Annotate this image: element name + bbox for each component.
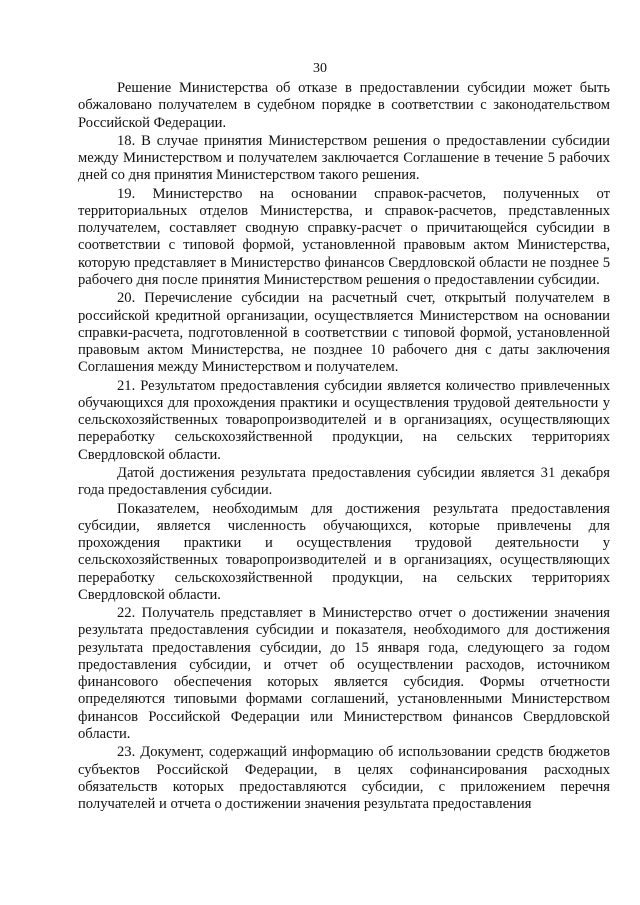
paragraph-21: 21. Результатом предоставления субсидии является количество привлеченных обучающихся для прохождения практики и осуществления трудовой деятельности у сельскохозяйственных товаропроизводителей и в организациях, осуществляющих переработку сельскохозяйственной продукции, на сельских территориях Свердловской области. bbox=[78, 377, 610, 463]
paragraph-19: 19. Министерство на основании справок-расчетов, полученных от территориальных отделов Министерства, и справок-расчетов, представленных получателем, составляет сводную справку-расчет о причитающейся субсидии в соответствии с типовой формой, установленной правовым актом Министерства, которую представляет в Министерство финансов Свердловской области не позднее 5 рабочего дня после принятия Министерством решения о предоставлении субсидии. bbox=[78, 185, 610, 288]
paragraph-indicator: Показателем, необходимым для достижения результата предоставления субсидии, является численность обучающихся, которые привлечены для прохождения практики и осуществления трудовой деятельности у сельскохозяйственных товаропроизводителей и в организациях, осуществляющих переработку сельскохозяйственной продукции, на сельских территориях Свердловской области. bbox=[78, 500, 610, 603]
paragraph-appeal: Решение Министерства об отказе в предоставлении субсидии может быть обжаловано получателем в судебном порядке в соответствии с законодательством Российской Федерации. bbox=[78, 80, 610, 131]
paragraph-20: 20. Перечисление субсидии на расчетный счет, открытый получателем в российской кредитной организации, осуществляется Министерством на основании справки-расчета, подготовленной в соответствии с типовой формой, установленной правовым актом Министерства, не позднее 10 рабочего дня с даты заключения Соглашения между Министерством и получателем. bbox=[78, 290, 610, 376]
paragraph-18: 18. В случае принятия Министерством решения о предоставлении субсидии между Министерством и получателем заключается Соглашение в течение 5 рабочих дней со дня принятия Министерством такого решения. bbox=[78, 132, 610, 184]
paragraph-22: 22. Получатель представляет в Министерство отчет о достижении значения результата предоставления субсидии и показателя, необходимого для достижения результата предоставления субсидии, до 15 января года, следующего за годом предоставления субсидии, и отчет об осуществлении расходов, источником финансового обеспечения которых является субсидия. Формы отчетности определяются типовыми формами соглашений, установленными Министерством финансов Российской Федерации или Министерством финансов Свердловской области. bbox=[78, 605, 610, 742]
page-number: 30 bbox=[313, 61, 327, 76]
paragraph-result-date: Датой достижения результата предоставления субсидии является 31 декабря года предоставления субсидии. bbox=[78, 464, 610, 499]
paragraph-23: 23. Документ, содержащий информацию об использовании средств бюджетов субъектов Российской Федерации, в целях софинансирования расходных обязательств которых предоставляются субсидии, с приложением перечня получателей и отчета о достижении значения результата предоставления bbox=[78, 744, 610, 812]
document-body bbox=[78, 80, 610, 814]
